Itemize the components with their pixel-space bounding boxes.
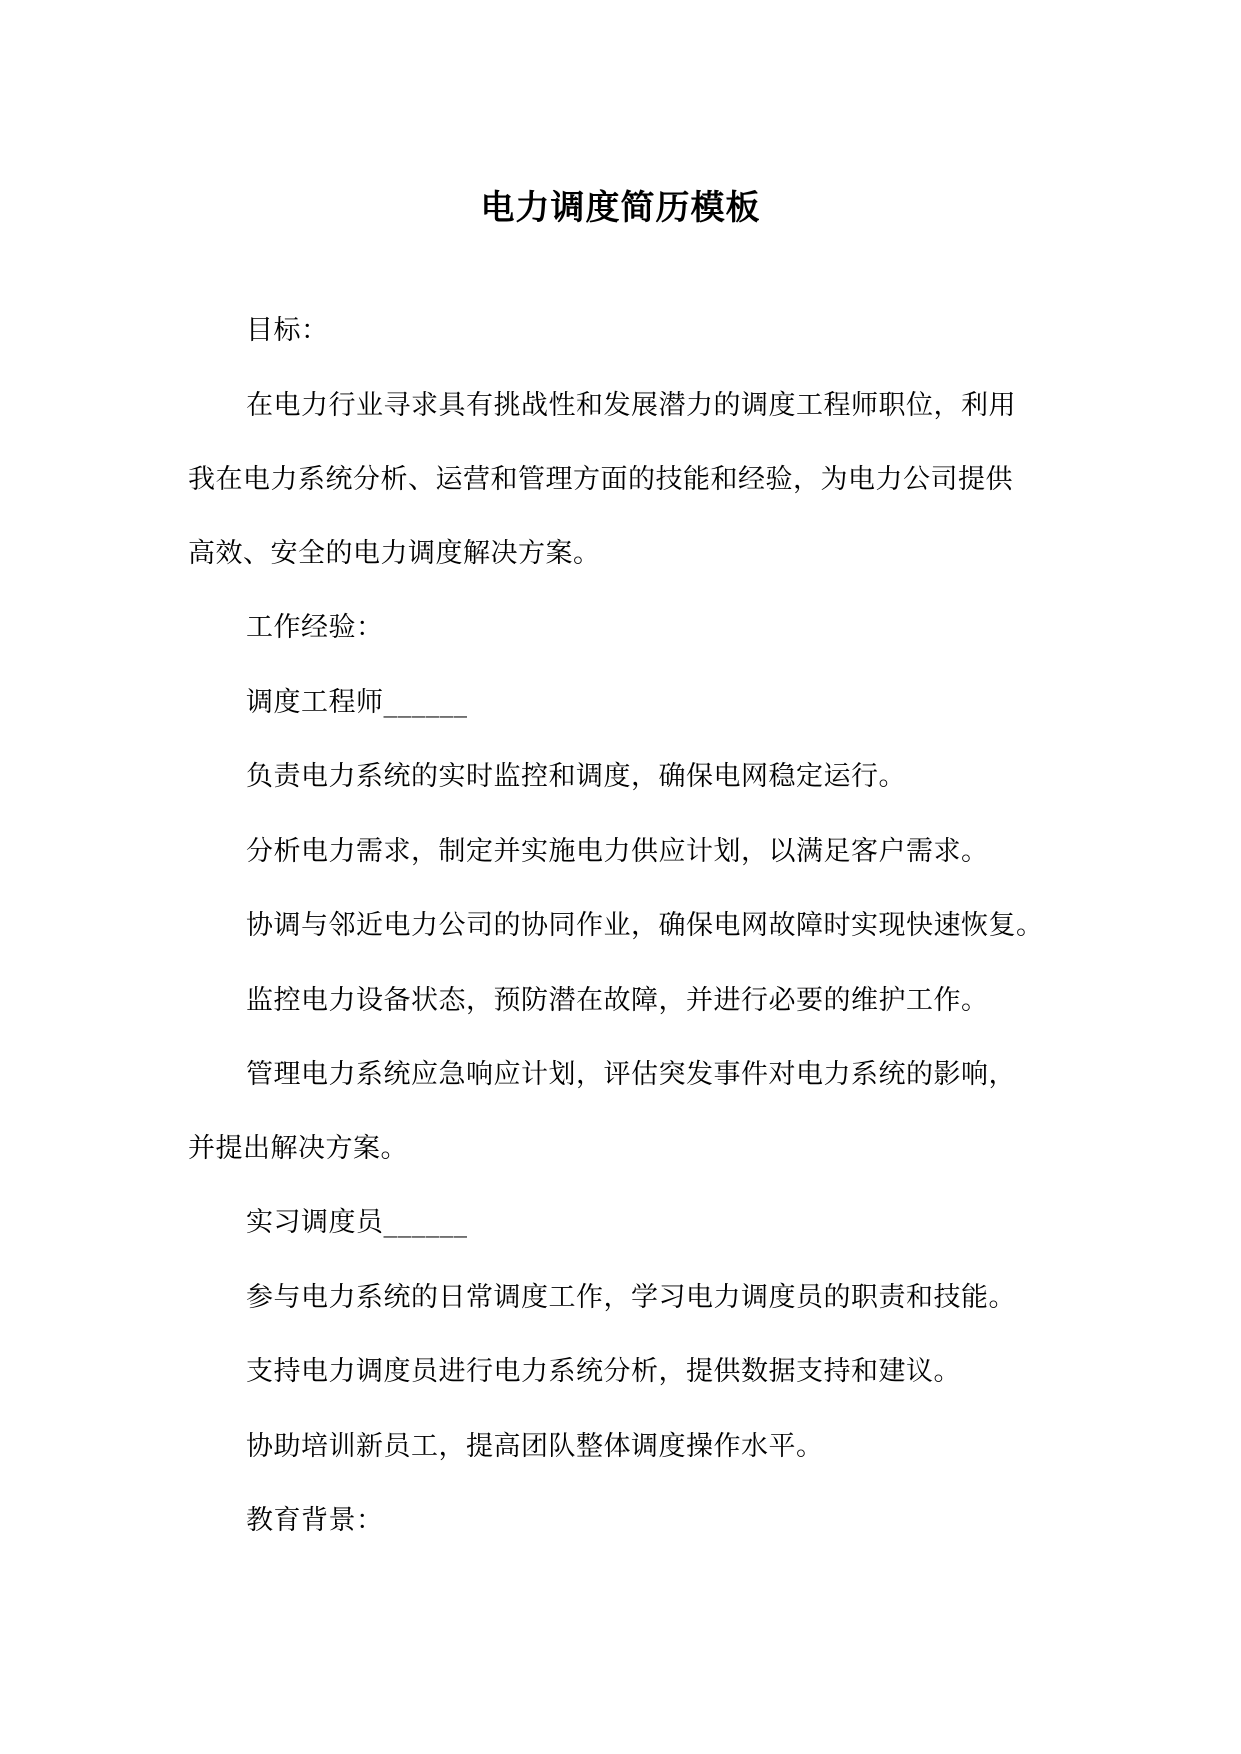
duty-item: 协助培训新员工，提高团队整体调度操作水平。 [246, 1431, 824, 1462]
document-title: 电力调度简历模板 [480, 188, 761, 228]
job-title-intern-dispatcher: 实习调度员______ [246, 1207, 468, 1238]
heading-work-experience: 工作经验： [246, 612, 384, 643]
duty-item-continued: 并提出解决方案。 [188, 1133, 408, 1164]
duty-item: 分析电力需求，制定并实施电力供应计划，以满足客户需求。 [246, 836, 989, 867]
heading-education: 教育背景： [246, 1505, 384, 1536]
duty-item: 协调与邻近电力公司的协同作业，确保电网故障时实现快速恢复。 [246, 910, 1044, 941]
duty-item: 管理电力系统应急响应计划，评估突发事件对电力系统的影响， [246, 1059, 1016, 1090]
objective-line-1: 在电力行业寻求具有挑战性和发展潜力的调度工程师职位，利用 [246, 390, 1016, 421]
objective-line-2: 我在电力系统分析、运营和管理方面的技能和经验，为电力公司提供 [188, 464, 1013, 495]
objective-line-3: 高效、安全的电力调度解决方案。 [188, 538, 601, 569]
duty-item: 监控电力设备状态，预防潜在故障，并进行必要的维护工作。 [246, 985, 989, 1016]
duty-item: 参与电力系统的日常调度工作，学习电力调度员的职责和技能。 [246, 1282, 1016, 1313]
duty-item: 支持电力调度员进行电力系统分析，提供数据支持和建议。 [246, 1356, 961, 1387]
job-title-dispatch-engineer: 调度工程师______ [246, 687, 468, 718]
duty-item: 负责电力系统的实时监控和调度，确保电网稳定运行。 [246, 761, 906, 792]
heading-objective: 目标： [246, 315, 329, 346]
